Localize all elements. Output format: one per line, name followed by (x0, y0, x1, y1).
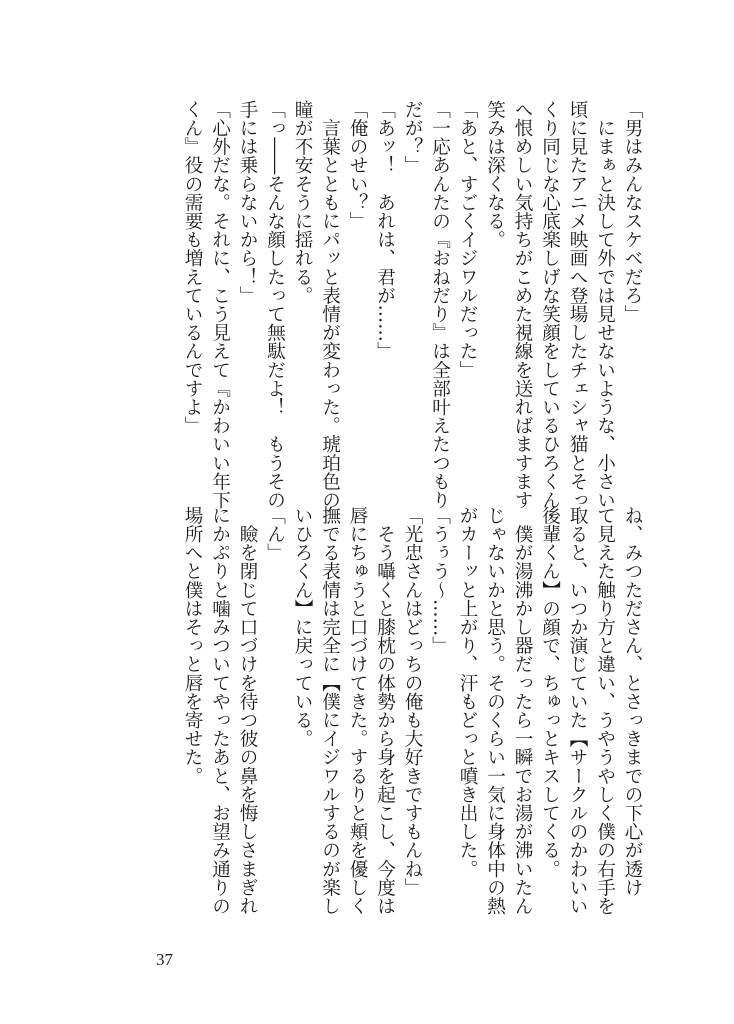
text-column: がカーッと上がり、汗もどっと噴き出した。 (457, 506, 478, 878)
text-column: にまぁと決して外では見せないような、小さい (594, 100, 616, 510)
text-column: にかぷりと噛みついてやったあと、お望み通りの (209, 506, 231, 916)
text-column: 唇にちゅうと口づけてきた。するりと頬を優しく (347, 506, 368, 916)
text-column: 「一応あんたの『おねだり』は全部叶えたつもり (429, 100, 451, 510)
text-column: 「うぅう～……」 (429, 506, 451, 655)
text-column: 「俺のせい？」 (347, 100, 368, 231)
text-column: 笑みは深くなる。 (484, 100, 506, 249)
text-column: 頃に見たアニメ映画へ登場したチェシャ猫とそっ (567, 100, 588, 510)
text-column: へ恨めしい気持ちがこめた視線を送ればますます (512, 100, 533, 510)
page-number: 37 (156, 950, 173, 969)
text-column: 「光忠さんはどっちの俺も大好きですもんね」 (402, 506, 423, 897)
text-column: 取ると、いつか演じていた【サークルのかわいい (567, 506, 588, 916)
text-column: そう囁くと膝枕の体勢から身を起こし、今度は (374, 506, 396, 916)
text-column: 言葉とともにパッと表情が変わった。琥珀色の (319, 100, 341, 510)
text-column: じゃないかと思う。そのくらい一気に身体中の熱 (484, 506, 506, 916)
text-column: 僕が湯沸かし器だったら一瞬でお湯が沸いたん (512, 506, 533, 916)
text-column: だが？」 (402, 100, 423, 175)
upper-text-block (179, 100, 647, 510)
text-column: 瞼を閉じて口づけを待つ彼の鼻を悔しさまぎれ (237, 506, 258, 916)
text-column: 瞳が不安そうに揺れる。 (292, 100, 313, 305)
text-column: くり同じな心底楽しげな笑顔をしているひろくん (539, 100, 561, 510)
text-column: 「あと、すごくイジワルだった」 (457, 100, 478, 379)
text-column: 後輩くん】の顔で、ちゅっとキスしてくる。 (539, 506, 561, 878)
text-column: くん』役の需要も増えているんですよ」 (182, 100, 203, 435)
text-column: 「ん」 (264, 506, 286, 562)
text-column: 「男はみんなスケベだろ」 (622, 100, 643, 324)
text-column: いひろくん】に戻っている。 (292, 506, 313, 748)
text-column: 「あッ！ あれは、君が……」 (374, 100, 396, 361)
lower-text-block (179, 506, 647, 916)
text-column: 撫でる表情は完全に【僕にイジワルするのが楽し (319, 506, 341, 916)
text-column: て見えた触り方と違い、うやうやしく僕の右手を (594, 506, 616, 916)
text-column: ね、みつたださん、とさっきまでの下心が透け (622, 506, 643, 897)
text-column: 「っ――そんな顔したって無駄だよ！ もうその (264, 100, 286, 510)
text-column: 「心外だな。それに、こう見えて『かわいい年下 (209, 100, 231, 510)
text-column: 場所へと僕はそっと唇を寄せた。 (182, 506, 203, 785)
text-column: 手には乗らないから！」 (237, 100, 258, 305)
